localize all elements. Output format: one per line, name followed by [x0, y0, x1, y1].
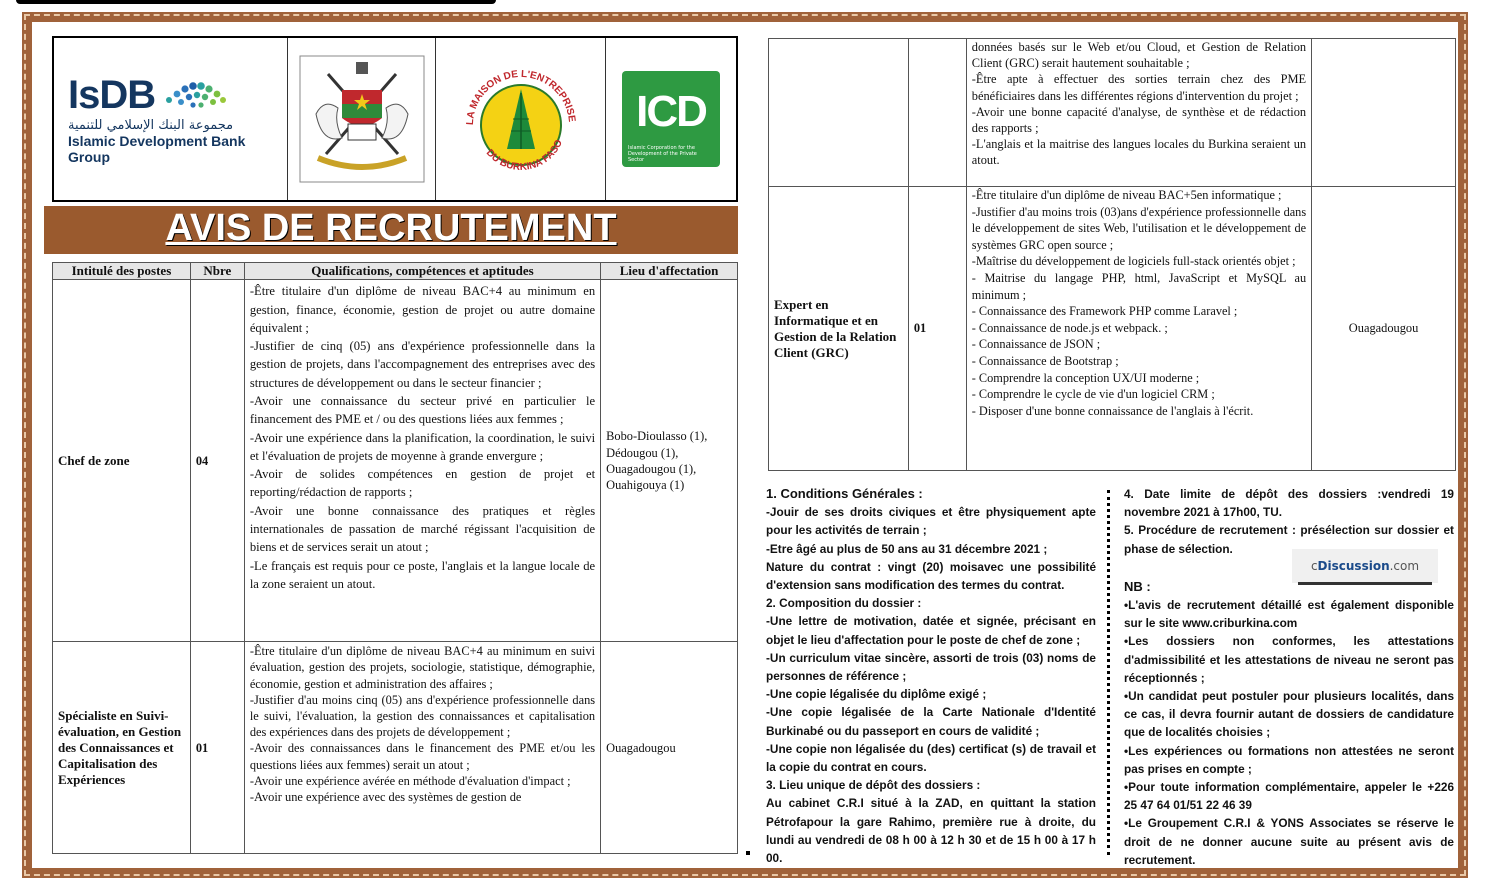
watermark-prefix: c: [1310, 559, 1318, 573]
isdb-word: IsDB: [68, 73, 156, 117]
section-heading: 1. Conditions Générales :: [766, 486, 923, 501]
isdb-english: Islamic Development Bank Group: [68, 133, 246, 165]
nb-item: •Un candidat peut postuler pour plusieurs localités, dans ce cas, il devra fournir autant de dossiers de candidature que de localités choisies ;: [1124, 689, 1454, 740]
qualifications-cell: [244, 280, 600, 642]
qualification-item: -Avoir des connaissances dans le financement des PME et/ou les questions liées aux femmes) serait un atout ;: [249, 741, 596, 772]
position-count: 04: [190, 280, 244, 642]
burkina-emblem-cell: [288, 38, 436, 200]
isdb-arabic: مجموعة البنك الإسلامي للتنمية: [68, 118, 234, 133]
condition-item: -Un curriculum vitae sincère, assorti de trois (03) noms de personnes de référence ;: [766, 650, 1096, 684]
logo-strip: [52, 36, 738, 202]
condition-item: Nature du contrat : vingt (20) moisavec une possibilité d'extension sans modification des termes du contrat.: [766, 559, 1096, 593]
table-row: [53, 642, 738, 854]
icd-logo: [606, 38, 736, 200]
column-separator: [1107, 490, 1110, 855]
section-heading: 2. Composition du dossier :: [766, 596, 922, 611]
nb-heading: NB :: [1124, 578, 1151, 594]
header-count: Nbre: [190, 263, 244, 280]
position-title: Chef de zone: [53, 280, 191, 642]
watermark-suffix: .com: [1389, 559, 1420, 573]
qualification-item: -Être apte à effectuer des sorties terrain chez des PME bénéficiaires dans les différentes régions d'intervention du projet ;: [971, 72, 1307, 103]
isdb-globe-icon: [159, 78, 231, 114]
qualification-item: -Maîtrise du développement de logiciels full-stack orientés objet ;: [971, 254, 1296, 269]
svg-text:DU BURKINA FASO: DU BURKINA FASO: [483, 138, 565, 174]
condition-item: -Etre âgé au plus de 50 ans au 31 décembre 2021 ;: [766, 541, 1048, 556]
qualification-item: -Avoir une expérience avec des systèmes de gestion de: [249, 790, 522, 805]
condition-item: -Une lettre de motivation, datée et signée, précisant en objet le lieu d'affectation pour le poste de chef de zone ;: [766, 614, 1096, 647]
qualifications-cell: [966, 39, 1311, 187]
maison-entreprise-logo: [436, 38, 606, 200]
jobs-table-right: [768, 38, 1456, 471]
dot-mark: [746, 851, 750, 855]
position-title: Expert en Informatique et en Gestion de la Relation Client (GRC): [769, 187, 909, 471]
qualification-item: -Le français est requis pour ce poste, l'anglais et la langue locale de la zone seraient un atout.: [249, 558, 596, 591]
procedure-text: 5. Procédure de recrutement : présélection sur dossier et phase de sélection.: [1124, 523, 1454, 556]
table-row-continued: [769, 39, 1456, 187]
qualification-item: -Avoir de solides compétences en gestion de projet et reporting/rédaction de rapports ;: [249, 467, 596, 500]
qualification-item: - Maitrise du langage PHP, html, JavaScript et MySQL au minimum ;: [971, 270, 1307, 302]
title-banner: [44, 206, 738, 254]
condition-item: -Une copie légalisée du diplôme exigé ;: [766, 687, 987, 702]
qualification-item: -Justifier d'au moins trois (03)ans d'expérience professionnelle dans le développement de sites Web, l'utilisation et le développement de systèmes GRC open source ;: [971, 204, 1307, 252]
qualification-item: - Disposer d'une bonne connaissance de l'anglais à l'écrit.: [971, 403, 1254, 418]
qualification-item: -Justifier de cinq (05) ans d'expérience professionnelle dans la gestion de projets, dans l'accompagnement des entreprises avec des structures de développement ou dans le secteur financier ;: [249, 339, 596, 390]
location-cell: Ouagadougou: [601, 642, 738, 854]
qualification-item: - Comprendre la conception UX/UI moderne ;: [971, 370, 1200, 385]
qualification-item: - Connaissance de JSON ;: [971, 337, 1101, 352]
deadline-text: 4. Date limite de dépôt des dossiers :vendredi 19 novembre 2021 à 17h00, TU.: [1124, 487, 1454, 520]
section-heading: 3. Lieu unique de dépôt des dossiers :: [766, 778, 981, 793]
condition-item: -Une copie non légalisée du (des) certificat (s) de travail et la copie du contrat en cours.: [766, 741, 1096, 775]
position-title: Spécialiste en Suivi-évaluation, en Gestion des Connaissances et Capitalisation des Expériences: [53, 642, 191, 854]
nb-item: •Le Groupement C.R.I & YONS Associates se réserve le droit de ne donner aucune suite au présent avis de recrutement.: [1124, 816, 1454, 867]
empty-cell: [1312, 39, 1456, 187]
table-row: [769, 187, 1456, 471]
icd-badge: [622, 71, 720, 167]
qualification-item: - Connaissance de node.js et webpack. ;: [971, 320, 1168, 335]
qualification-item: -Justifier d'au moins cinq (05) ans d'expérience professionnelle dans le suivi, l'évaluation, la gestion des connaissances et capitalisation des expériences dans des projets de développement ;: [249, 692, 596, 740]
qualification-item: -Avoir une connaissance du secteur privé en particulier le financement des PME et / ou des questions liées aux femmes ;: [249, 393, 596, 427]
page-title: AVIS DE RECRUTEMENT: [165, 207, 617, 249]
qualification-item: -Être titulaire d'un diplôme de niveau BAC+5en informatique ;: [971, 188, 1282, 202]
icd-word: ICD: [636, 87, 706, 136]
qualification-item: -L'anglais et la maitrise des langues locales du Burkina seraient un atout.: [971, 137, 1307, 168]
nb-item: •Les expériences ou formations non attestées ne seront pas prises en compte ;: [1124, 743, 1454, 776]
condition-item: Au cabinet C.R.I situé à la ZAD, en quittant la station Pétrofapour la gare Rahimo, première rue à droite, du lundi au vendredi de 08 h 00 à 12 h 30 et de 15 h 00 à 17 h 00.: [766, 796, 1096, 866]
watermark-name: Discussion: [1317, 559, 1390, 573]
qualifications-cell: [244, 642, 600, 854]
watermark-badge: [1292, 549, 1438, 583]
qualification-item: -Avoir une bonne capacité d'analyse, de synthèse et de rédaction des rapports ;: [971, 104, 1307, 136]
jobs-table-left: [52, 262, 738, 854]
maison-entreprise-icon: [451, 49, 591, 189]
header-qualifications: Qualifications, compétences et aptitudes: [244, 263, 600, 280]
icd-caption: Islamic Corporation for the Development of the Private Sector: [628, 145, 697, 163]
table-row: [53, 280, 738, 642]
empty-cell: [769, 39, 909, 187]
isdb-logo: [54, 38, 288, 200]
header-location: Lieu d'affectation: [601, 263, 738, 280]
table-header-row: [53, 263, 738, 280]
header-position: Intitulé des postes: [53, 263, 191, 280]
conditions-column: [766, 485, 1096, 867]
qualification-item: -Avoir une expérience dans la planification, la coordination, le suivi et l'évaluation de projets de moyenne à grande envergure ;: [249, 430, 596, 463]
condition-item: -Une copie légalisée de la Carte Nationale d'Identité Burkinabé ou du passeport en cours de validité ;: [766, 705, 1096, 738]
svg-text:LA MAISON DE L'ENTREPRISE: LA MAISON DE L'ENTREPRISE: [464, 68, 577, 126]
condition-item: -Jouir de ses droits civiques et être physiquement apte pour les activités de terrain ;: [766, 505, 1096, 538]
position-count: 01: [908, 187, 966, 471]
qualification-item: - Comprendre le cycle de vie d'un logiciel CRM ;: [971, 387, 1215, 402]
top-bar: [16, 0, 496, 4]
qualification-item: -Être titulaire d'un diplôme de niveau BAC+4 au minimum en suivi évaluation, gestion des projets, sociologie, statistique, démographie, économie, gestion et administration des affaires ;: [249, 644, 596, 691]
qualification-item: données basés sur le Web et/ou Cloud, et Gestion de Relation Client (GRC) serait hautement souhaitable ;: [971, 40, 1307, 71]
qualification-item: -Avoir une expérience avérée en méthode d'évaluation d'impact ;: [249, 773, 571, 788]
burkina-coat-of-arms-icon: [298, 54, 426, 184]
nb-item: •Les dossiers non conformes, les attestations d'admissibilité et les attestations de niveau ne seront pas réceptionnés ;: [1124, 634, 1454, 685]
nb-item: •L'avis de recrutement détaillé est également disponible sur le site www.criburkina.com: [1124, 598, 1454, 631]
location-cell: Bobo-Dioulasso (1), Dédougou (1), Ouagadougou (1), Ouahigouya (1): [601, 280, 738, 642]
empty-cell: [908, 39, 966, 187]
qualification-item: -Avoir une bonne connaissance des pratiques et règles internationales de passation de marché régissant l'acquisition de biens et de services serait un atout ;: [249, 503, 596, 555]
qualification-item: - Connaissance de Bootstrap ;: [971, 353, 1119, 368]
conditions-column-right: [1124, 485, 1454, 869]
location-cell: Ouagadougou: [1312, 187, 1456, 471]
position-count: 01: [190, 642, 244, 854]
qualification-item: -Être titulaire d'un diplôme de niveau BAC+4 au minimum en gestion, finance, économie, gestion de projet ou autre domaine équivalent ;: [249, 284, 596, 335]
qualification-item: - Connaissance des Framework PHP comme Laravel ;: [971, 304, 1238, 319]
nb-item: •Pour toute information complémentaire, appeler le +226 25 47 64 01/51 22 46 39: [1124, 780, 1454, 813]
qualifications-cell: [966, 187, 1311, 471]
